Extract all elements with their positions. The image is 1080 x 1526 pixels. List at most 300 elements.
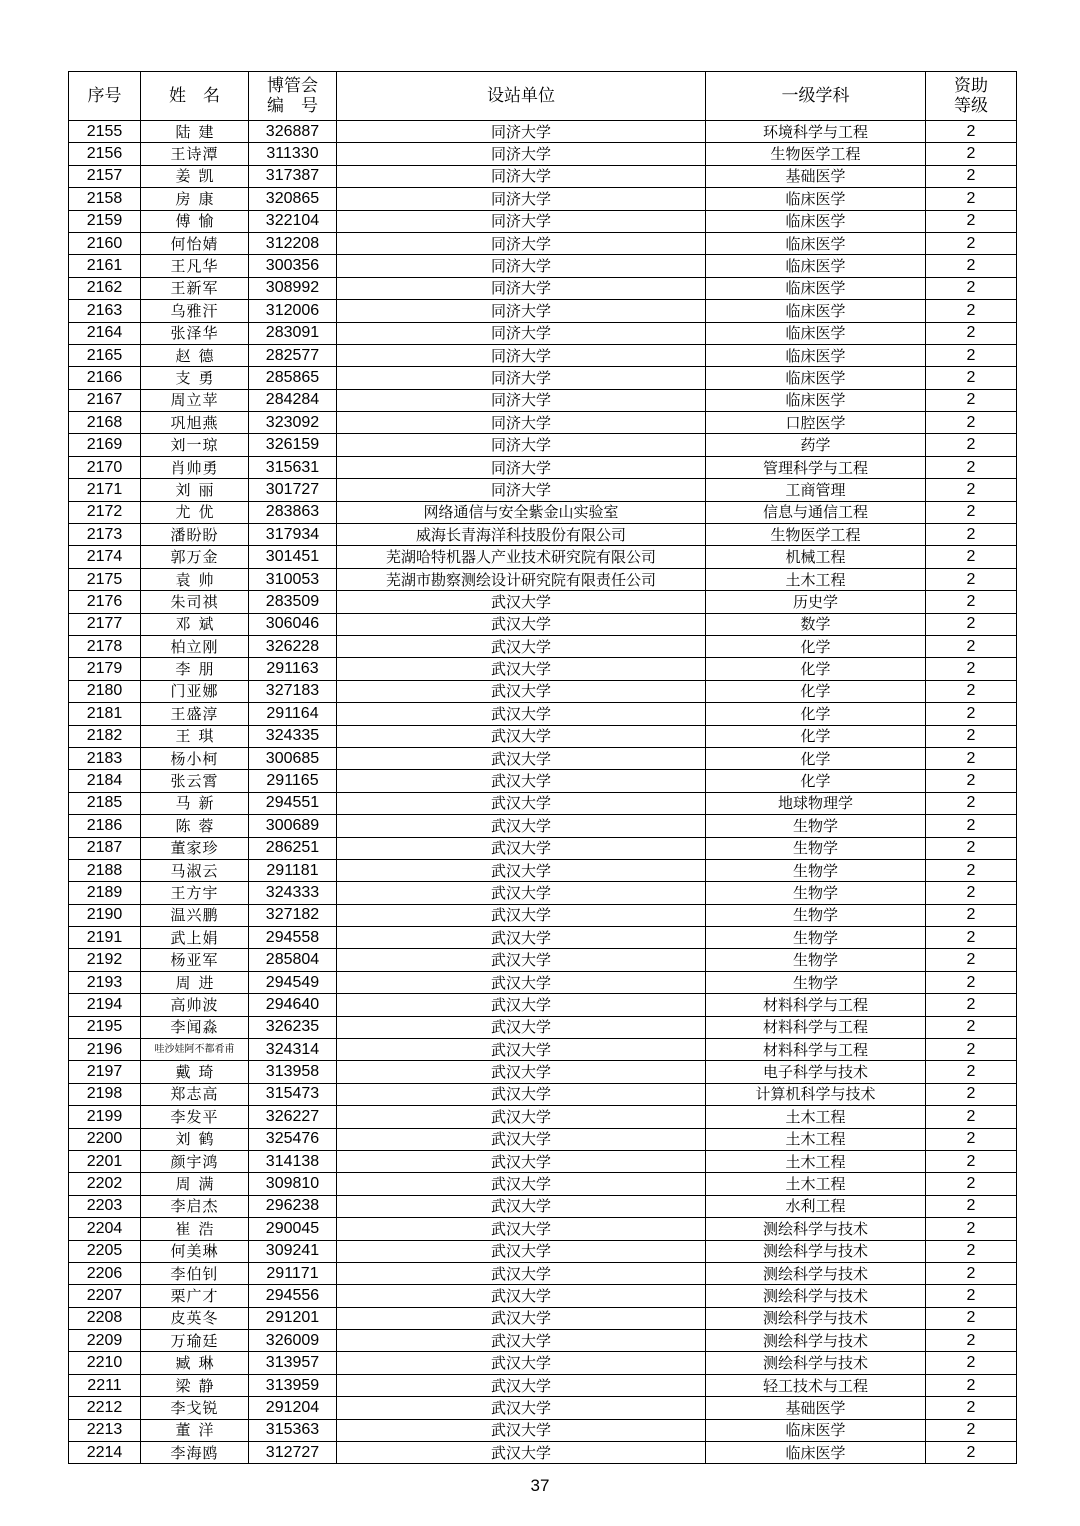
grade-cell: 2 (926, 1307, 1017, 1329)
seq-cell: 2180 (69, 680, 141, 702)
discipline-cell: 测绘科学与技术 (706, 1240, 926, 1262)
page-number: 37 (530, 1476, 550, 1495)
unit-cell: 武汉大学 (337, 591, 706, 613)
grade-cell: 2 (926, 524, 1017, 546)
table-row (69, 1397, 1017, 1419)
name-cell: 何怡婧 (141, 232, 249, 254)
unit-cell: 武汉大学 (337, 792, 706, 814)
id-cell: 291201 (249, 1307, 337, 1329)
name-cell: 陆建 (141, 121, 249, 143)
unit-cell: 同济大学 (337, 165, 706, 187)
id-cell: 322104 (249, 210, 337, 232)
unit-cell: 同济大学 (337, 344, 706, 366)
seq-cell: 2182 (69, 725, 141, 747)
discipline-cell: 材料科学与工程 (706, 1039, 926, 1061)
discipline-cell: 土木工程 (706, 568, 926, 590)
discipline-cell: 机械工程 (706, 546, 926, 568)
discipline-cell: 化学 (706, 703, 926, 725)
grade-cell: 2 (926, 1285, 1017, 1307)
unit-cell: 同济大学 (337, 121, 706, 143)
id-cell: 291165 (249, 770, 337, 792)
header-id-line2: 编 号 (267, 96, 318, 116)
id-cell: 312006 (249, 300, 337, 322)
discipline-cell: 临床医学 (706, 1442, 926, 1464)
unit-cell: 武汉大学 (337, 1397, 706, 1419)
unit-cell: 武汉大学 (337, 815, 706, 837)
table-row (69, 747, 1017, 769)
seq-cell: 2177 (69, 613, 141, 635)
seq-cell: 2179 (69, 658, 141, 680)
discipline-cell: 土木工程 (706, 1128, 926, 1150)
discipline-cell: 管理科学与工程 (706, 456, 926, 478)
seq-cell: 2196 (69, 1039, 141, 1061)
id-cell: 294549 (249, 971, 337, 993)
header-id (249, 72, 337, 121)
grade-cell: 2 (926, 188, 1017, 210)
unit-cell: 芜湖哈特机器人产业技术研究院有限公司 (337, 546, 706, 568)
seq-cell: 2197 (69, 1061, 141, 1083)
name-cell: 姜凯 (141, 165, 249, 187)
id-cell: 315631 (249, 456, 337, 478)
id-cell: 313957 (249, 1352, 337, 1374)
unit-cell: 武汉大学 (337, 1240, 706, 1262)
seq-cell: 2160 (69, 232, 141, 254)
id-cell: 313958 (249, 1061, 337, 1083)
id-cell: 323092 (249, 412, 337, 434)
table-row (69, 434, 1017, 456)
discipline-cell: 测绘科学与技术 (706, 1352, 926, 1374)
name-cell: 陈蓉 (141, 815, 249, 837)
table-row (69, 143, 1017, 165)
unit-cell: 武汉大学 (337, 904, 706, 926)
grade-cell: 2 (926, 949, 1017, 971)
table-row (69, 1106, 1017, 1128)
name-cell: 李发平 (141, 1106, 249, 1128)
seq-cell: 2187 (69, 837, 141, 859)
table-row (69, 121, 1017, 143)
unit-cell: 同济大学 (337, 434, 706, 456)
header-grade-line2: 等级 (954, 96, 988, 116)
discipline-cell: 生物学 (706, 882, 926, 904)
discipline-cell: 生物学 (706, 859, 926, 881)
name-cell: 梁静 (141, 1374, 249, 1396)
name-cell: 肖帅勇 (141, 456, 249, 478)
unit-cell: 武汉大学 (337, 703, 706, 725)
grade-cell: 2 (926, 344, 1017, 366)
table-body (69, 121, 1017, 1464)
name-cell: 李海鸥 (141, 1442, 249, 1464)
seq-cell: 2203 (69, 1195, 141, 1217)
grade-cell: 2 (926, 1083, 1017, 1105)
table-row (69, 1307, 1017, 1329)
unit-cell: 武汉大学 (337, 635, 706, 657)
header-grade (926, 72, 1017, 121)
grade-cell: 2 (926, 859, 1017, 881)
seq-cell: 2158 (69, 188, 141, 210)
discipline-cell: 临床医学 (706, 389, 926, 411)
id-cell: 311330 (249, 143, 337, 165)
seq-cell: 2211 (69, 1374, 141, 1396)
discipline-cell: 土木工程 (706, 1173, 926, 1195)
id-cell: 291204 (249, 1397, 337, 1419)
discipline-cell: 化学 (706, 747, 926, 769)
name-cell: 栗广才 (141, 1285, 249, 1307)
unit-cell: 武汉大学 (337, 994, 706, 1016)
name-cell: 颜宇鸿 (141, 1150, 249, 1172)
id-cell: 294640 (249, 994, 337, 1016)
table-row (69, 389, 1017, 411)
discipline-cell: 口腔医学 (706, 412, 926, 434)
unit-cell: 同济大学 (337, 143, 706, 165)
id-cell: 312727 (249, 1442, 337, 1464)
name-cell: 王琪 (141, 725, 249, 747)
unit-cell: 武汉大学 (337, 1195, 706, 1217)
name-cell: 李朋 (141, 658, 249, 680)
grade-cell: 2 (926, 300, 1017, 322)
grade-cell: 2 (926, 994, 1017, 1016)
table-row (69, 725, 1017, 747)
grade-cell: 2 (926, 747, 1017, 769)
seq-cell: 2171 (69, 479, 141, 501)
table-row (69, 971, 1017, 993)
table-row (69, 1083, 1017, 1105)
id-cell: 326227 (249, 1106, 337, 1128)
unit-cell: 同济大学 (337, 255, 706, 277)
name-cell: 杨小柯 (141, 747, 249, 769)
grade-cell: 2 (926, 1240, 1017, 1262)
name-cell: 傅愉 (141, 210, 249, 232)
seq-cell: 2184 (69, 770, 141, 792)
discipline-cell: 信息与通信工程 (706, 501, 926, 523)
table-row (69, 1352, 1017, 1374)
table-row (69, 456, 1017, 478)
grade-cell: 2 (926, 255, 1017, 277)
discipline-cell: 化学 (706, 770, 926, 792)
unit-cell: 同济大学 (337, 456, 706, 478)
grade-cell: 2 (926, 1150, 1017, 1172)
discipline-cell: 临床医学 (706, 277, 926, 299)
seq-cell: 2195 (69, 1016, 141, 1038)
name-cell: 万瑜廷 (141, 1330, 249, 1352)
seq-cell: 2194 (69, 994, 141, 1016)
discipline-cell: 化学 (706, 680, 926, 702)
seq-cell: 2163 (69, 300, 141, 322)
grade-cell: 2 (926, 1016, 1017, 1038)
name-cell: 支勇 (141, 367, 249, 389)
seq-cell: 2164 (69, 322, 141, 344)
grade-cell: 2 (926, 1419, 1017, 1441)
name-cell: 崔浩 (141, 1218, 249, 1240)
name-cell: 臧琳 (141, 1352, 249, 1374)
unit-cell: 武汉大学 (337, 747, 706, 769)
grade-cell: 2 (926, 1262, 1017, 1284)
unit-cell: 武汉大学 (337, 770, 706, 792)
name-cell: 温兴鹏 (141, 904, 249, 926)
grade-cell: 2 (926, 412, 1017, 434)
id-cell: 324333 (249, 882, 337, 904)
id-cell: 291164 (249, 703, 337, 725)
table-row (69, 1061, 1017, 1083)
discipline-cell: 测绘科学与技术 (706, 1285, 926, 1307)
grade-cell: 2 (926, 143, 1017, 165)
table-row (69, 322, 1017, 344)
name-cell: 杨亚军 (141, 949, 249, 971)
seq-cell: 2190 (69, 904, 141, 926)
table-row (69, 949, 1017, 971)
id-cell: 314138 (249, 1150, 337, 1172)
table-row (69, 568, 1017, 590)
grade-cell: 2 (926, 1397, 1017, 1419)
unit-cell: 武汉大学 (337, 1016, 706, 1038)
table-row (69, 635, 1017, 657)
table-header (69, 72, 1017, 121)
table-row (69, 703, 1017, 725)
id-cell: 326159 (249, 434, 337, 456)
discipline-cell: 临床医学 (706, 188, 926, 210)
table-row (69, 837, 1017, 859)
grade-cell: 2 (926, 1352, 1017, 1374)
seq-cell: 2178 (69, 635, 141, 657)
discipline-cell: 临床医学 (706, 210, 926, 232)
grade-cell: 2 (926, 837, 1017, 859)
name-cell: 巩旭燕 (141, 412, 249, 434)
unit-cell: 武汉大学 (337, 680, 706, 702)
id-cell: 284284 (249, 389, 337, 411)
grade-cell: 2 (926, 568, 1017, 590)
id-cell: 291181 (249, 859, 337, 881)
name-cell: 柏立刚 (141, 635, 249, 657)
table-row (69, 770, 1017, 792)
seq-cell: 2170 (69, 456, 141, 478)
grade-cell: 2 (926, 703, 1017, 725)
id-cell: 320865 (249, 188, 337, 210)
table-row (69, 658, 1017, 680)
name-cell: 邓斌 (141, 613, 249, 635)
id-cell: 315363 (249, 1419, 337, 1441)
discipline-cell: 测绘科学与技术 (706, 1262, 926, 1284)
seq-cell: 2212 (69, 1397, 141, 1419)
unit-cell: 武汉大学 (337, 1083, 706, 1105)
seq-cell: 2206 (69, 1262, 141, 1284)
postdoc-funding-table (68, 71, 1017, 1464)
seq-cell: 2176 (69, 591, 141, 613)
grade-cell: 2 (926, 1106, 1017, 1128)
table-row (69, 210, 1017, 232)
id-cell: 312208 (249, 232, 337, 254)
unit-cell: 武汉大学 (337, 1128, 706, 1150)
discipline-cell: 测绘科学与技术 (706, 1330, 926, 1352)
name-cell: 王盛淳 (141, 703, 249, 725)
unit-cell: 武汉大学 (337, 837, 706, 859)
unit-cell: 同济大学 (337, 412, 706, 434)
name-cell: 王诗潭 (141, 143, 249, 165)
seq-cell: 2198 (69, 1083, 141, 1105)
grade-cell: 2 (926, 501, 1017, 523)
table-row (69, 165, 1017, 187)
unit-cell: 威海长青海洋科技股份有限公司 (337, 524, 706, 546)
seq-cell: 2183 (69, 747, 141, 769)
id-cell: 317387 (249, 165, 337, 187)
discipline-cell: 生物医学工程 (706, 143, 926, 165)
id-cell: 285804 (249, 949, 337, 971)
unit-cell: 同济大学 (337, 277, 706, 299)
grade-cell: 2 (926, 1039, 1017, 1061)
discipline-cell: 化学 (706, 725, 926, 747)
unit-cell: 武汉大学 (337, 949, 706, 971)
grade-cell: 2 (926, 927, 1017, 949)
name-cell: 尤优 (141, 501, 249, 523)
unit-cell: 武汉大学 (337, 1307, 706, 1329)
seq-cell: 2193 (69, 971, 141, 993)
table-row (69, 859, 1017, 881)
header-unit: 设站单位 (337, 72, 706, 121)
seq-cell: 2209 (69, 1330, 141, 1352)
discipline-cell: 基础医学 (706, 1397, 926, 1419)
id-cell: 294558 (249, 927, 337, 949)
seq-cell: 2208 (69, 1307, 141, 1329)
header-discipline: 一级学科 (706, 72, 926, 121)
discipline-cell: 临床医学 (706, 232, 926, 254)
id-cell: 317934 (249, 524, 337, 546)
seq-cell: 2162 (69, 277, 141, 299)
seq-cell: 2159 (69, 210, 141, 232)
seq-cell: 2174 (69, 546, 141, 568)
id-cell: 326887 (249, 121, 337, 143)
discipline-cell: 药学 (706, 434, 926, 456)
id-cell: 291163 (249, 658, 337, 680)
discipline-cell: 临床医学 (706, 322, 926, 344)
unit-cell: 同济大学 (337, 210, 706, 232)
grade-cell: 2 (926, 1061, 1017, 1083)
discipline-cell: 材料科学与工程 (706, 994, 926, 1016)
header-row (69, 72, 1017, 121)
name-cell: 门亚娜 (141, 680, 249, 702)
table-row (69, 904, 1017, 926)
name-cell: 周进 (141, 971, 249, 993)
table-row (69, 501, 1017, 523)
id-cell: 286251 (249, 837, 337, 859)
name-cell: 董家珍 (141, 837, 249, 859)
name-cell: 高帅波 (141, 994, 249, 1016)
table-row (69, 1195, 1017, 1217)
id-cell: 306046 (249, 613, 337, 635)
seq-cell: 2167 (69, 389, 141, 411)
discipline-cell: 环境科学与工程 (706, 121, 926, 143)
grade-cell: 2 (926, 389, 1017, 411)
table-row (69, 792, 1017, 814)
seq-cell: 2189 (69, 882, 141, 904)
unit-cell: 同济大学 (337, 322, 706, 344)
unit-cell: 武汉大学 (337, 1061, 706, 1083)
id-cell: 325476 (249, 1128, 337, 1150)
table-row (69, 300, 1017, 322)
seq-cell: 2173 (69, 524, 141, 546)
discipline-cell: 土木工程 (706, 1150, 926, 1172)
name-cell: 王方宇 (141, 882, 249, 904)
unit-cell: 同济大学 (337, 367, 706, 389)
id-cell: 291171 (249, 1262, 337, 1284)
table-row (69, 815, 1017, 837)
table-row (69, 255, 1017, 277)
unit-cell: 同济大学 (337, 300, 706, 322)
table-row (69, 927, 1017, 949)
unit-cell: 武汉大学 (337, 1262, 706, 1284)
unit-cell: 武汉大学 (337, 1173, 706, 1195)
name-cell: 袁帅 (141, 568, 249, 590)
grade-cell: 2 (926, 1128, 1017, 1150)
name-cell: 周立苹 (141, 389, 249, 411)
name-cell: 朱司祺 (141, 591, 249, 613)
unit-cell: 武汉大学 (337, 1218, 706, 1240)
id-cell: 309241 (249, 1240, 337, 1262)
grade-cell: 2 (926, 635, 1017, 657)
header-seq: 序号 (69, 72, 141, 121)
discipline-cell: 生物医学工程 (706, 524, 926, 546)
seq-cell: 2155 (69, 121, 141, 143)
seq-cell: 2207 (69, 1285, 141, 1307)
grade-cell: 2 (926, 882, 1017, 904)
table-row (69, 1330, 1017, 1352)
header-id-line1: 博管会 (267, 76, 318, 96)
id-cell: 290045 (249, 1218, 337, 1240)
discipline-cell: 临床医学 (706, 1419, 926, 1441)
id-cell: 294551 (249, 792, 337, 814)
discipline-cell: 临床医学 (706, 344, 926, 366)
grade-cell: 2 (926, 456, 1017, 478)
name-cell: 董洋 (141, 1419, 249, 1441)
id-cell: 300356 (249, 255, 337, 277)
table-row (69, 1240, 1017, 1262)
discipline-cell: 临床医学 (706, 300, 926, 322)
name-cell: 马淑云 (141, 859, 249, 881)
table-row (69, 1262, 1017, 1284)
grade-cell: 2 (926, 277, 1017, 299)
seq-cell: 2166 (69, 367, 141, 389)
id-cell: 300685 (249, 747, 337, 769)
unit-cell: 武汉大学 (337, 1352, 706, 1374)
id-cell: 324314 (249, 1039, 337, 1061)
unit-cell: 武汉大学 (337, 725, 706, 747)
unit-cell: 武汉大学 (337, 1150, 706, 1172)
name-cell: 李戈锐 (141, 1397, 249, 1419)
unit-cell: 同济大学 (337, 232, 706, 254)
name-cell: 乌雅汗 (141, 300, 249, 322)
id-cell: 301727 (249, 479, 337, 501)
seq-cell: 2210 (69, 1352, 141, 1374)
discipline-cell: 水利工程 (706, 1195, 926, 1217)
table-row (69, 882, 1017, 904)
seq-cell: 2202 (69, 1173, 141, 1195)
table-row (69, 1419, 1017, 1441)
unit-cell: 武汉大学 (337, 1106, 706, 1128)
unit-cell: 武汉大学 (337, 658, 706, 680)
discipline-cell: 数学 (706, 613, 926, 635)
seq-cell: 2175 (69, 568, 141, 590)
table-row (69, 613, 1017, 635)
seq-cell: 2165 (69, 344, 141, 366)
unit-cell: 武汉大学 (337, 882, 706, 904)
seq-cell: 2185 (69, 792, 141, 814)
name-cell: 郑志高 (141, 1083, 249, 1105)
name-cell: 潘盼盼 (141, 524, 249, 546)
id-cell: 300689 (249, 815, 337, 837)
table-row (69, 524, 1017, 546)
name-cell: 刘丽 (141, 479, 249, 501)
name-cell: 房康 (141, 188, 249, 210)
name-cell: 张泽华 (141, 322, 249, 344)
name-cell: 周满 (141, 1173, 249, 1195)
unit-cell: 武汉大学 (337, 927, 706, 949)
